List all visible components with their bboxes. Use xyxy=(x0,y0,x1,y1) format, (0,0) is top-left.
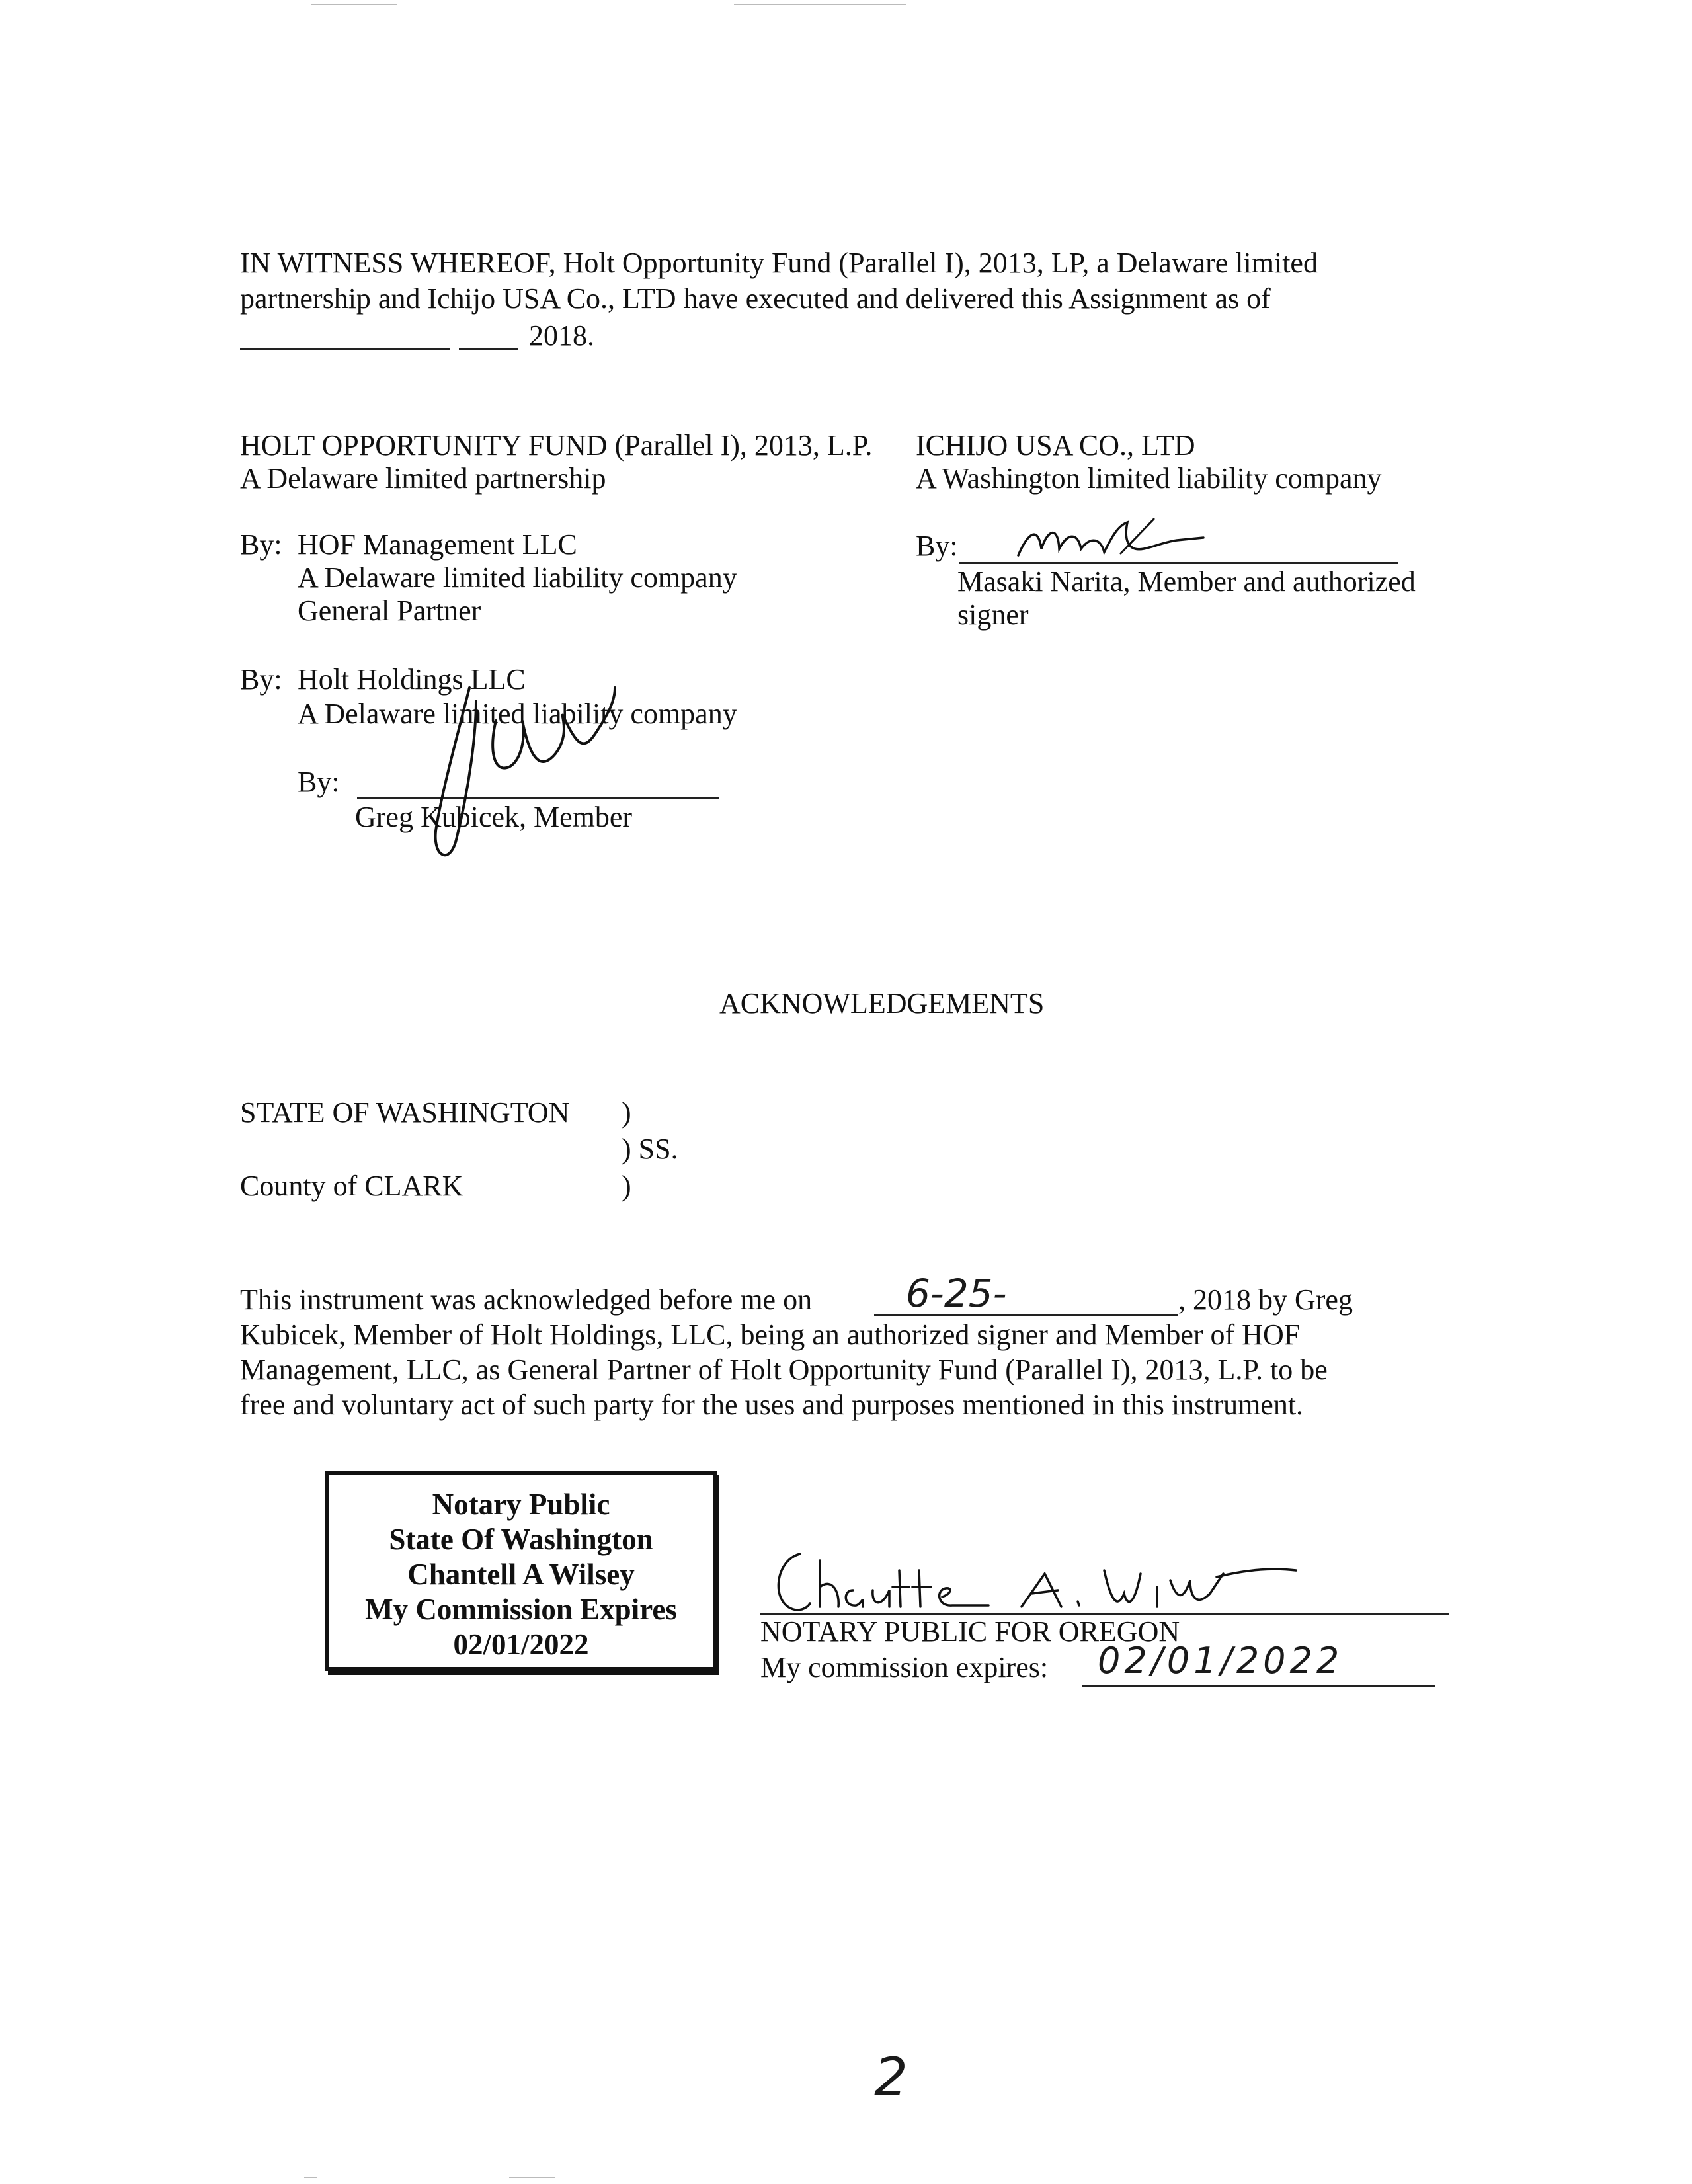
ack-body-line-2: Kubicek, Member of Holt Holdings, LLC, being an authorized signer and Member of HOF xyxy=(240,1318,1301,1351)
stamp-line-3: Chantell A Wilsey xyxy=(407,1558,635,1591)
ack-body-line-3: Management, LLC, as General Partner of Holt Opportunity Fund (Parallel I), 2013, L.P. to be xyxy=(240,1354,1328,1386)
stamp-line-5: 02/01/2022 xyxy=(453,1628,589,1661)
ack-date-handwritten: 6-25- xyxy=(906,1271,1007,1316)
scan-speck xyxy=(734,4,906,5)
holt-signature-by-label: By: xyxy=(298,766,340,798)
ichijo-name: ICHIJO USA CO., LTD xyxy=(916,429,1195,462)
hof-management-description: A Delaware limited liability company xyxy=(298,561,737,594)
page-number: 2 xyxy=(874,2046,908,2108)
date-blank-line xyxy=(240,348,450,350)
venue-paren: ) xyxy=(622,1170,631,1202)
holt-signer-name: Greg Kubicek, Member xyxy=(355,801,633,833)
holt-fund-description: A Delaware limited partnership xyxy=(240,462,606,495)
ichijo-signer-line-1: Masaki Narita, Member and authorized xyxy=(957,565,1416,598)
venue-ss: ) SS. xyxy=(622,1133,678,1165)
stamp-line-2: State Of Washington xyxy=(389,1523,653,1556)
notary-title: NOTARY PUBLIC FOR OREGON xyxy=(760,1615,1180,1648)
ack-body-line-4: free and voluntary act of such party for the uses and purposes mentioned in this instrument. xyxy=(240,1389,1304,1421)
masaki-narita-signature xyxy=(1012,512,1210,565)
holt-by-label: By: xyxy=(240,528,282,561)
scan-speck xyxy=(304,2177,317,2178)
hof-management-role: General Partner xyxy=(298,594,481,627)
ack-body-start: This instrument was acknowledged before me on xyxy=(240,1283,813,1316)
hof-management-name: HOF Management LLC xyxy=(298,528,577,561)
stamp-line-1: Notary Public xyxy=(432,1488,610,1521)
venue-paren: ) xyxy=(622,1096,631,1129)
scan-speck xyxy=(311,4,397,5)
date-blank-line xyxy=(459,348,518,350)
notary-signature xyxy=(760,1541,1329,1620)
commission-expires-line xyxy=(1082,1685,1435,1687)
witness-line-1: IN WITNESS WHEREOF, Holt Opportunity Fund (Parallel I), 2013, LP, a Delaware limited xyxy=(240,247,1318,279)
notary-stamp xyxy=(325,1471,717,1671)
holt-by-label: By: xyxy=(240,663,282,696)
ichijo-signer-line-2: signer xyxy=(957,598,1029,631)
scan-speck xyxy=(509,2177,555,2178)
holt-holdings-description: A Delaware limited liability company xyxy=(298,698,737,730)
commission-expires-label: My commission expires: xyxy=(760,1651,1049,1683)
witness-year: 2018. xyxy=(529,319,594,352)
greg-kubicek-signature xyxy=(397,674,674,873)
acknowledgements-heading: ACKNOWLEDGEMENTS xyxy=(719,987,1045,1020)
ichijo-description: A Washington limited liability company xyxy=(916,462,1382,495)
ichijo-by-label: By: xyxy=(916,530,958,562)
holt-holdings-name: Holt Holdings LLC xyxy=(298,663,526,696)
venue-county: County of CLARK xyxy=(240,1170,463,1202)
commission-expires-handwritten: 02/01/2022 xyxy=(1098,1640,1344,1681)
venue-state: STATE OF WASHINGTON xyxy=(240,1096,570,1129)
stamp-line-4: My Commission Expires xyxy=(365,1593,677,1626)
ack-body-end: , 2018 by Greg xyxy=(1178,1283,1353,1316)
witness-line-2: partnership and Ichijo USA Co., LTD have executed and delivered this Assignment as of xyxy=(240,282,1271,315)
holt-fund-name: HOLT OPPORTUNITY FUND (Parallel I), 2013, L.P. xyxy=(240,429,873,462)
